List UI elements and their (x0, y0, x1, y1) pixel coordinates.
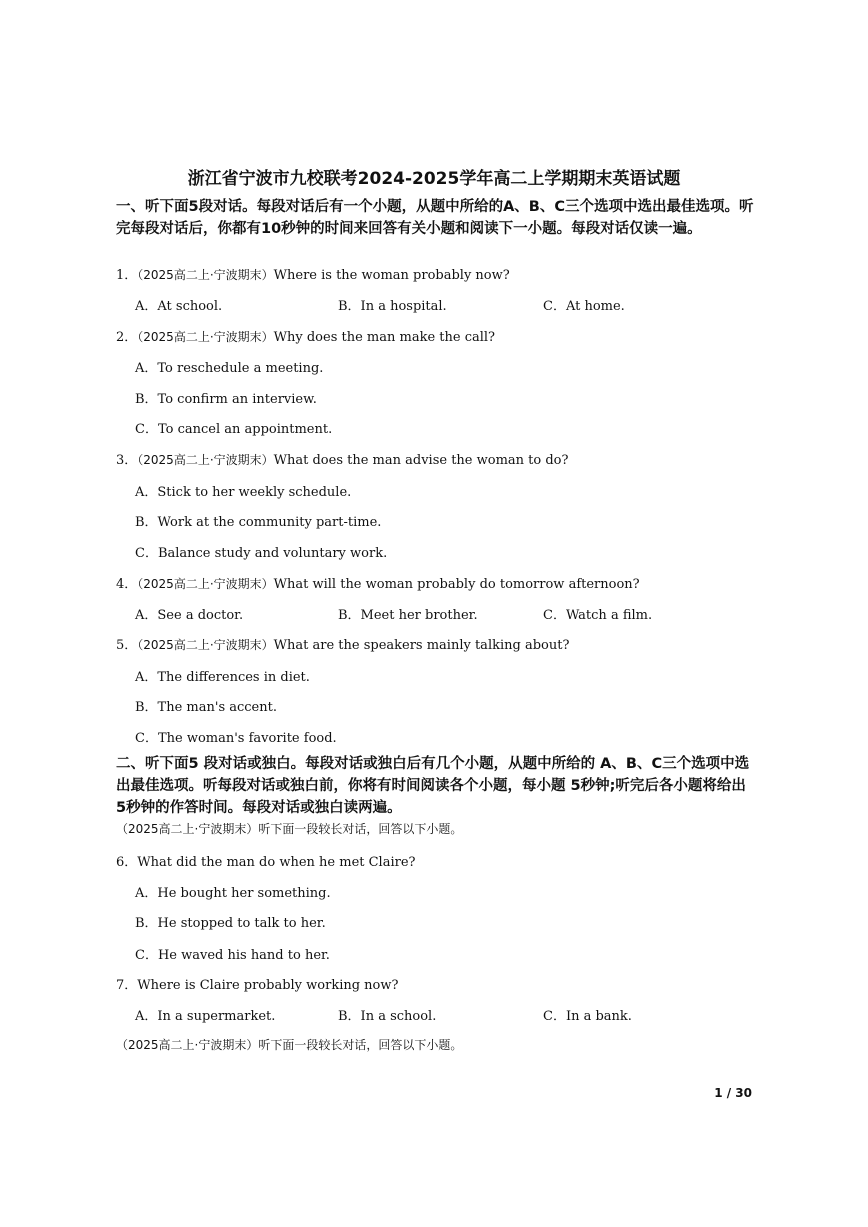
q2-option-b: B．To confirm an interview. (135, 392, 317, 407)
q6-option-b: B．He stopped to talk to her. (135, 916, 326, 931)
question-source: （2025高二上·宁波期末） (137, 268, 274, 282)
question-number: 2． (116, 330, 138, 345)
question-2 (116, 326, 495, 345)
question-6 (116, 851, 416, 870)
question-4 (116, 573, 640, 592)
q2-option-c: C．To cancel an appointment. (135, 422, 333, 437)
question-number: 3． (116, 453, 138, 468)
document-title: 浙江省宁波市九校联考2024-2025学年高二上学期期末英语试题 (187, 169, 681, 189)
q7-option-b: B．In a school. (338, 1009, 437, 1024)
question-7 (116, 974, 398, 993)
question-number: 5． (116, 638, 138, 653)
q6-option-c: C．He waved his hand to her. (135, 948, 330, 963)
q1-option-b: B．In a hospital. (338, 299, 447, 314)
listening-intro (116, 1036, 462, 1053)
question-text: What does the man advise the woman to do? (273, 453, 569, 468)
intro-text: （2025高二上·宁波期末）听下面一段较长对话，回答以下小题。 (116, 1038, 463, 1052)
q3-option-c: C．Balance study and voluntary work. (135, 546, 388, 561)
listening-intro (116, 820, 462, 837)
question-number: 1． (116, 268, 138, 283)
question-text: What will the woman probably do tomorrow afternoon? (273, 577, 640, 592)
q4-option-a: A．See a doctor. (135, 608, 244, 623)
q3-option-b: B．Work at the community part-time. (135, 515, 382, 530)
q4-option-c: C．Watch a film. (543, 608, 653, 623)
question-source: （2025高二上·宁波期末） (137, 453, 274, 467)
q1-option-a: A．At school. (135, 299, 223, 314)
q5-option-c: C．The woman's favorite food. (135, 731, 337, 746)
question-number: 4． (116, 577, 138, 592)
q2-option-a: A．To reschedule a meeting. (135, 361, 324, 376)
intro-text: （2025高二上·宁波期末）听下面一段较长对话，回答以下小题。 (116, 822, 463, 836)
q1-option-c: C．At home. (543, 299, 625, 314)
q7-option-a: A．In a supermarket. (135, 1009, 276, 1024)
question-text: Where is the woman probably now? (273, 268, 510, 283)
section-2-instructions: 二、听下面5 段对话或独白。每段对话或独白后有几个小题，从题中所给的 A、B、C三个选项中选出最佳选项。听每段对话或独白前，你将有时间阅读各个小题，每小题 5秒钟;听完后各小题将给出5秒钟的作答时间。每段对话或独白读两遍。 (116, 756, 750, 816)
q4-option-b: B．Meet her brother. (338, 608, 478, 623)
question-source: （2025高二上·宁波期末） (137, 330, 274, 344)
q6-option-a: A．He bought her something. (135, 886, 331, 901)
question-text: What did the man do when he met Claire? (137, 855, 416, 870)
question-number: 6． (116, 855, 138, 870)
question-text: What are the speakers mainly talking about? (273, 638, 570, 653)
question-text: Where is Claire probably working now? (137, 978, 399, 993)
q7-option-c: C．In a bank. (543, 1009, 632, 1024)
q5-option-a: A．The differences in diet. (135, 670, 310, 685)
question-source: （2025高二上·宁波期末） (137, 638, 274, 652)
q3-option-a: A．Stick to her weekly schedule. (135, 485, 352, 500)
question-1 (116, 264, 510, 283)
question-3 (116, 449, 568, 468)
question-5 (116, 634, 569, 653)
page-number: 1 / 30 (714, 1086, 752, 1100)
question-source: （2025高二上·宁波期末） (137, 577, 274, 591)
q5-option-b: B．The man's accent. (135, 700, 277, 715)
section-1-instructions: 一、听下面5段对话。每段对话后有一个小题，从题中所给的A、B、C三个选项中选出最佳选项。听完每段对话后，你都有10秒钟的时间来回答有关小题和阅读下一小题。每段对话仅读一遍。 (116, 199, 754, 237)
question-number: 7． (116, 978, 138, 993)
question-text: Why does the man make the call? (273, 330, 496, 345)
